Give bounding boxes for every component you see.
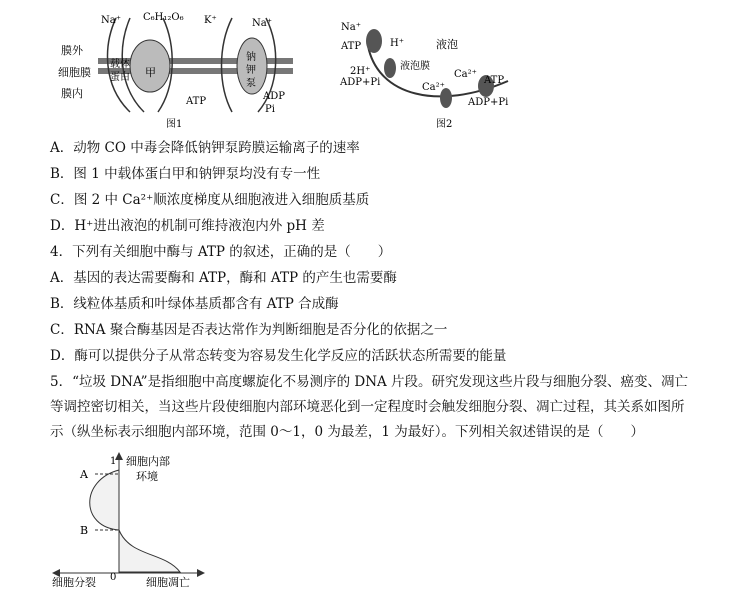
q4-option-d: D．酶可以提供分子从常态转变为容易发生化学反应的活跃状态所需要的能量 (50, 348, 507, 364)
pump-char-1: 钠 (246, 52, 256, 63)
carrier-line2: 蛋白 (110, 72, 130, 83)
q3-option-b: B．图 1 中载体蛋白甲和钠钾泵均没有专一性 (50, 166, 321, 182)
hatched-lower (119, 530, 180, 572)
left-axis-label: 细胞分裂 (52, 576, 96, 587)
y-label-line2: 环境 (136, 470, 158, 483)
fig2-caption: 图2 (436, 119, 453, 130)
right-axis-label: 细胞凋亡 (146, 576, 190, 587)
pi-label: Pi (265, 104, 275, 115)
y-label-line1: 细胞内部 (126, 455, 170, 468)
carrier-line1: 载体 (110, 59, 130, 70)
q4-option-a: A．基因的表达需要酶和 ATP，酶和 ATP 的产生也需要酶 (50, 270, 397, 286)
q3-option-a: A．动物 CO 中毒会降低钠钾泵跨膜运输离子的速率 (50, 140, 360, 156)
q4-option-b: B．线粒体基质和叶绿体基质都含有 ATP 合成酶 (50, 296, 339, 312)
adp-pi-left: ADP+Pi (340, 77, 381, 88)
label-outside: 膜外 (61, 44, 83, 57)
q5-stem: 5．“垃圾 DNA”是指细胞中高度螺旋化不易测序的 DNA 片段。研究发现这些片段与细胞分裂、癌变、凋亡等调控密切相关，当这些片段使细胞内部环境恶化到一定程度时会触发细胞分裂、凋亡过程，其关系如图所示（纵坐标表示细胞内部环境，范围 0～1，0 为最差，1 为最好）。下列相关叙述错误的是（ ） (50, 374, 689, 440)
glucose: C₆H₁₂O₆ (143, 12, 184, 23)
hatched-upper (90, 470, 119, 530)
adp-pi-right: ADP+Pi (468, 97, 509, 108)
point-a: A (80, 468, 88, 481)
adp-label: ADP (263, 91, 285, 102)
atp-label: ATP (186, 96, 207, 107)
vacuole: 液泡 (436, 38, 458, 51)
two-h: 2H⁺ (350, 66, 371, 77)
point-b: B (80, 524, 89, 537)
q4-stem: 4．下列有关细胞中酶与 ATP 的叙述，正确的是（ ） (50, 244, 392, 260)
na: Na⁺ (341, 22, 361, 33)
atp-right: ATP (484, 75, 505, 86)
na-top-left: Na⁺ (101, 15, 121, 26)
q3-option-d: D．H⁺进出液泡的机制可维持液泡内外 pH 差 (50, 218, 325, 234)
label-inside: 膜内 (61, 87, 83, 100)
h-antiporter (384, 58, 396, 78)
pump-char-3: 泵 (246, 78, 256, 89)
fig1-caption: 图1 (166, 119, 183, 130)
proton-pump (366, 29, 382, 53)
pump-char-2: 钾 (246, 65, 256, 76)
jia-label: 甲 (145, 66, 156, 79)
q4-option-c: C．RNA 聚合酶基因是否表达常作为判断细胞是否分化的依据之一 (50, 322, 448, 338)
y-top-tick: 1 (110, 456, 117, 467)
ca-right: Ca²⁺ (454, 69, 477, 80)
h-plus: H⁺ (390, 38, 404, 49)
atp-top: ATP (341, 41, 362, 52)
figure-2-vacuole-transport (338, 6, 518, 130)
figure-3-environment-graph (50, 452, 210, 587)
na-top-right: Na⁺ (252, 18, 272, 29)
label-membrane: 细胞膜 (58, 66, 91, 79)
q3-option-c: C．图 2 中 Ca²⁺顺浓度梯度从细胞液进入细胞质基质 (50, 192, 370, 208)
tonoplast: 液泡膜 (400, 61, 430, 72)
origin: 0 (110, 572, 117, 583)
ca-mid: Ca²⁺ (422, 82, 445, 93)
figure-1-ion-transport (58, 6, 298, 130)
k-top: K⁺ (204, 15, 217, 26)
